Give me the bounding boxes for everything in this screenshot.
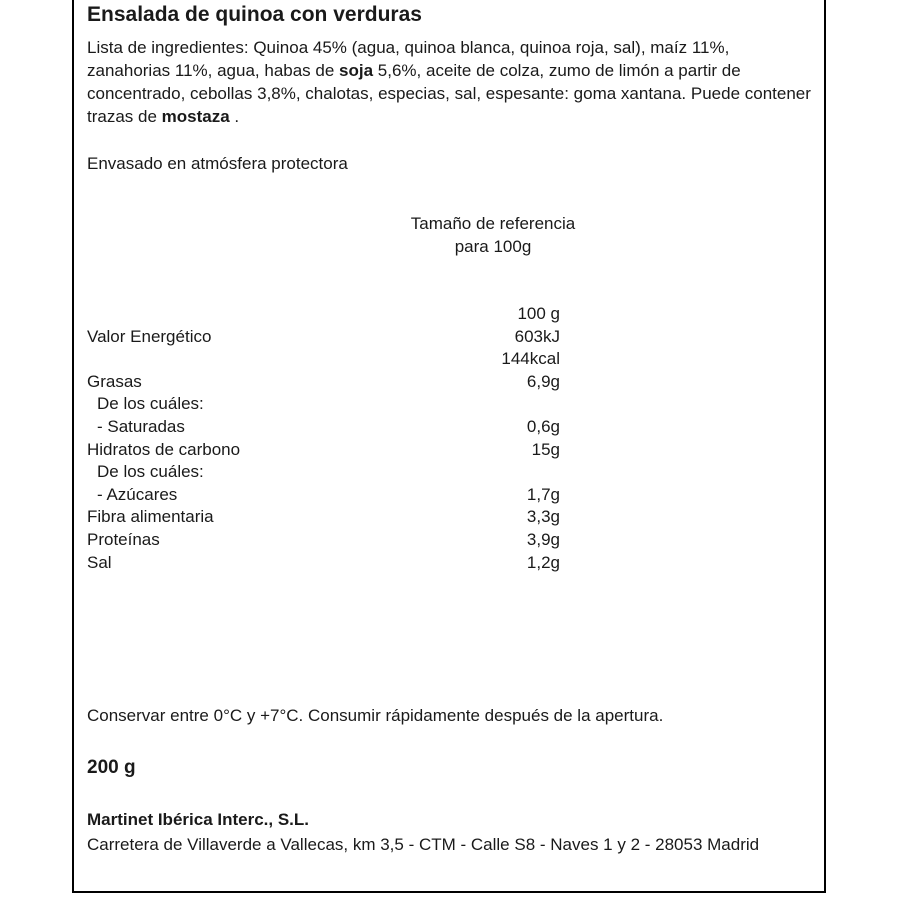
- nutrient-value: 0,6g: [526, 416, 560, 436]
- packaging-note: Envasado en atmósfera protectora: [87, 154, 348, 173]
- nutrition-row: [87, 484, 560, 507]
- nutrient-value: 15g: [531, 439, 560, 459]
- nutrition-row: [87, 326, 560, 349]
- nutrient-value: 3,9g: [526, 529, 560, 549]
- nutrition-table: [87, 303, 560, 574]
- reference-line-2: para 100g: [454, 237, 532, 256]
- allergen-soja: soja: [339, 61, 374, 80]
- nutrition-row: [87, 371, 560, 394]
- reference-size-header: [380, 212, 606, 258]
- nutrient-label: Sal: [87, 552, 112, 572]
- ingredients-text-3: .: [229, 107, 240, 126]
- nutrition-row: [87, 393, 560, 416]
- nutrition-table-body: [87, 303, 560, 574]
- nutrient-label: - Saturadas: [97, 416, 185, 436]
- nutrition-row: [87, 416, 560, 439]
- nutrient-label: Grasas: [87, 371, 142, 391]
- nutrient-value: [477, 461, 560, 484]
- nutrient-value: 3,3g: [526, 507, 560, 527]
- product-title: Ensalada de quinoa con verduras: [87, 3, 422, 26]
- nutrient-label: Hidratos de carbono: [87, 439, 241, 459]
- nutrient-label: Valor Energético: [87, 326, 212, 346]
- nutrition-row: [87, 529, 560, 552]
- nutrition-row: [87, 461, 560, 484]
- ingredients-text-2: 5,6%, aceite de colza, zumo de limón a partir de concentrado, cebollas 3,8%, chalotas, especias, sal, espesante: goma xantana. Puede contener trazas de: [87, 61, 811, 126]
- nutrition-row: [87, 506, 560, 529]
- nutrient-value: 1,7g: [526, 484, 560, 504]
- nutrient-value: 144kcal: [501, 349, 560, 369]
- nutrient-value: 100 g: [517, 304, 560, 323]
- nutrient-label: De los cuáles:: [97, 462, 204, 482]
- nutrient-label: Proteínas: [87, 529, 160, 549]
- reference-line-1: Tamaño de referencia: [410, 214, 576, 233]
- nutrient-label: Fibra alimentaria: [87, 507, 214, 527]
- nutrient-label: - Azúcares: [97, 484, 178, 504]
- nutrient-value: 1,2g: [526, 552, 560, 572]
- nutrient-value: 603kJ: [514, 326, 560, 346]
- ingredients-text-1: Lista de ingredientes: Quinoa 45% (agua, quinoa blanca, quinoa roja, sal), maíz 11%, zanahorias 11%, agua, habas de: [87, 38, 730, 80]
- nutrient-label: De los cuáles:: [97, 394, 204, 414]
- nutrient-label: [87, 303, 477, 326]
- nutrition-row: [87, 439, 560, 462]
- nutrient-label: [87, 348, 477, 371]
- nutrition-row: [87, 303, 560, 326]
- net-weight: 200 g: [87, 757, 136, 778]
- nutrition-row: [87, 348, 560, 371]
- ingredients-list: [87, 36, 812, 128]
- nutrition-row: [87, 552, 560, 575]
- nutrient-value: [477, 393, 560, 416]
- manufacturer-name: Martinet Ibérica Interc., S.L.: [87, 810, 310, 829]
- storage-instructions: Conservar entre 0°C y +7°C. Consumir rápidamente después de la apertura.: [87, 706, 664, 725]
- allergen-mostaza: mostaza: [161, 107, 230, 126]
- manufacturer-address: Carretera de Villaverde a Vallecas, km 3,5 - CTM - Calle S8 - Naves 1 y 2 - 28053 Madrid: [87, 835, 760, 854]
- nutrient-value: 6,9g: [526, 371, 560, 391]
